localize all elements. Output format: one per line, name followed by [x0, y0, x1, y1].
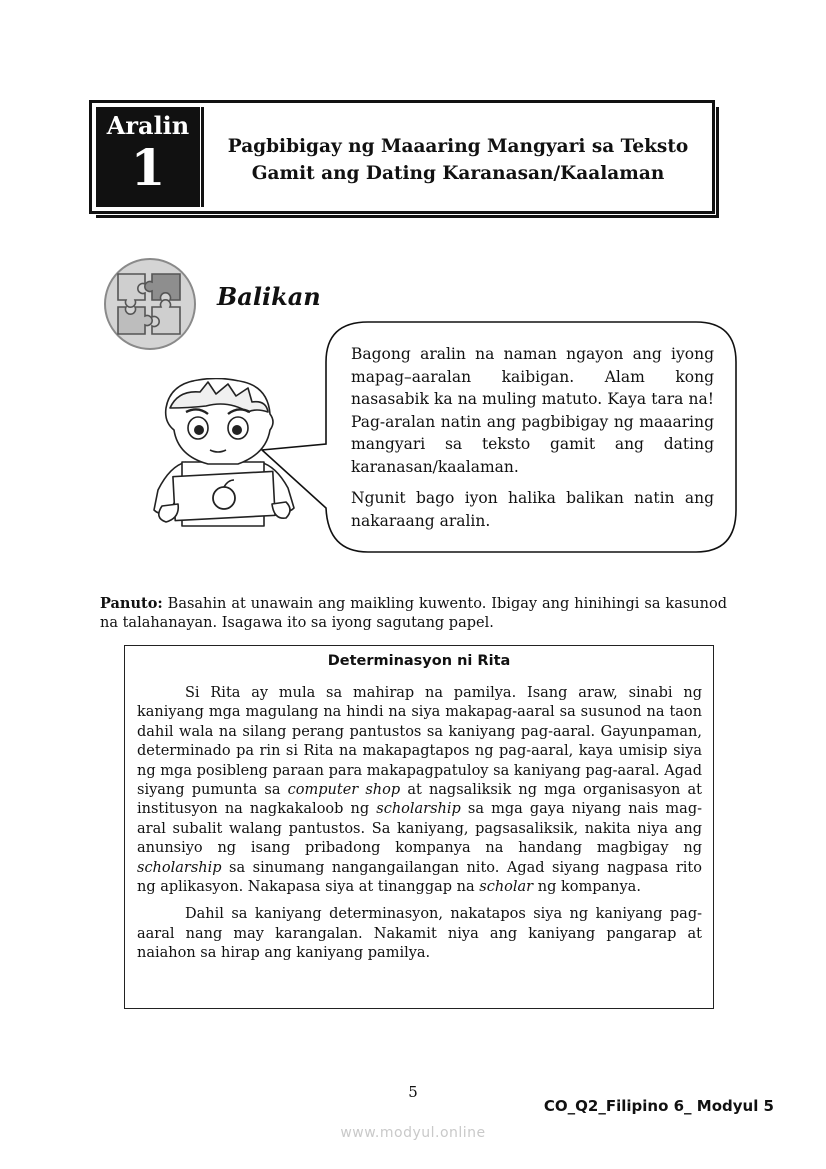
- puzzle-icon: [104, 258, 196, 350]
- module-code: CO_Q2_Filipino 6_ Modyul 5: [543, 1097, 774, 1115]
- header-divider: [201, 107, 204, 207]
- page-number: 5: [408, 1083, 418, 1101]
- section-heading: Balikan: [217, 282, 321, 311]
- instructions-label: Panuto:: [100, 595, 163, 612]
- lesson-header: [89, 100, 715, 214]
- watermark: www.modyul.online: [340, 1125, 486, 1141]
- lesson-title-line1: Pagbibigay ng Maaaring Mangyari sa Teksto: [227, 136, 689, 157]
- story-emphasis: scholarship: [376, 801, 461, 818]
- story-text: ng kompanya.: [533, 879, 641, 896]
- lesson-title: [208, 133, 708, 187]
- bubble-paragraph-1: Bagong aralin na naman ngayon ang iyong mapag–aaralan kaibigan. Alam kong nasasabik ka na muling matuto. Kaya tara na! Pag-aralan natin ang pagbibigay ng maaaring mangyari sa teksto gamit ang dating karanasan/kaalaman.: [351, 345, 714, 476]
- story-text: sa mga gaya niyang nais mag-aral subalit walang pantustos. Sa kaniyang, pagsasaliksik, nakita niya ang anunsiyo ng isang pribadong kompanya na handang magbigay ng: [137, 801, 702, 857]
- lesson-title-line2: Gamit ang Dating Karanasan/Kaalaman: [251, 163, 665, 184]
- instructions-text: Basahin at unawain ang maikling kuwento. Ibigay ang hinihingi sa kasunod na talahanayan. Isagawa ito sa iyong sagutang papel.: [100, 596, 727, 631]
- lesson-number-block: [96, 107, 200, 207]
- story-text: at nagsaliksik ng mga organisasyon at institusyon na nagkakaloob ng: [137, 782, 702, 818]
- story-text: Si Rita ay mula sa mahirap na pamilya. Isang araw, sinabi ng kaniyang mga magulang na hindi na siya makapag-aaral sa susunod na taon dahil wala na silang perang pantustos sa kaniyang pag-aaral. Gayunpaman, determinado pa rin si Rita na makapagtapos ng pag-aaral, kaya umisip siya ng mga posibleng paraan para makapagpatuloy sa kaniyang pag-aaral. Agad siyang pumunta sa: [137, 685, 702, 799]
- child-illustration: [148, 378, 298, 528]
- story-title: Determinasyon ni Rita: [327, 653, 511, 669]
- story-text: sa sinumang nangangailangan nito. Agad siyang nagpasa rito ng aplikasyon. Nakapasa siya at tinanggap na: [137, 859, 702, 896]
- lesson-label: Aralin: [106, 111, 190, 140]
- story-body: [137, 684, 702, 972]
- speech-bubble-text: [351, 343, 714, 541]
- story-emphasis: scholarship: [137, 859, 222, 876]
- story-paragraph-1: [137, 684, 702, 897]
- lesson-number: 1: [130, 138, 166, 197]
- story-emphasis: computer shop: [287, 782, 401, 799]
- story-paragraph-2: Dahil sa kaniyang determinasyon, nakatapos siya ng kaniyang pag-aaral nang may karangalan. Nakamit niya ang kaniyang pangarap at naiahon sa hirap ang kaniyang pamilya.: [137, 906, 702, 962]
- bubble-paragraph-2: Ngunit bago iyon halika balikan natin ang nakaraang aralin.: [351, 489, 714, 530]
- instructions: [100, 594, 727, 633]
- story-box: [124, 645, 714, 1009]
- story-emphasis: scholar: [479, 879, 534, 896]
